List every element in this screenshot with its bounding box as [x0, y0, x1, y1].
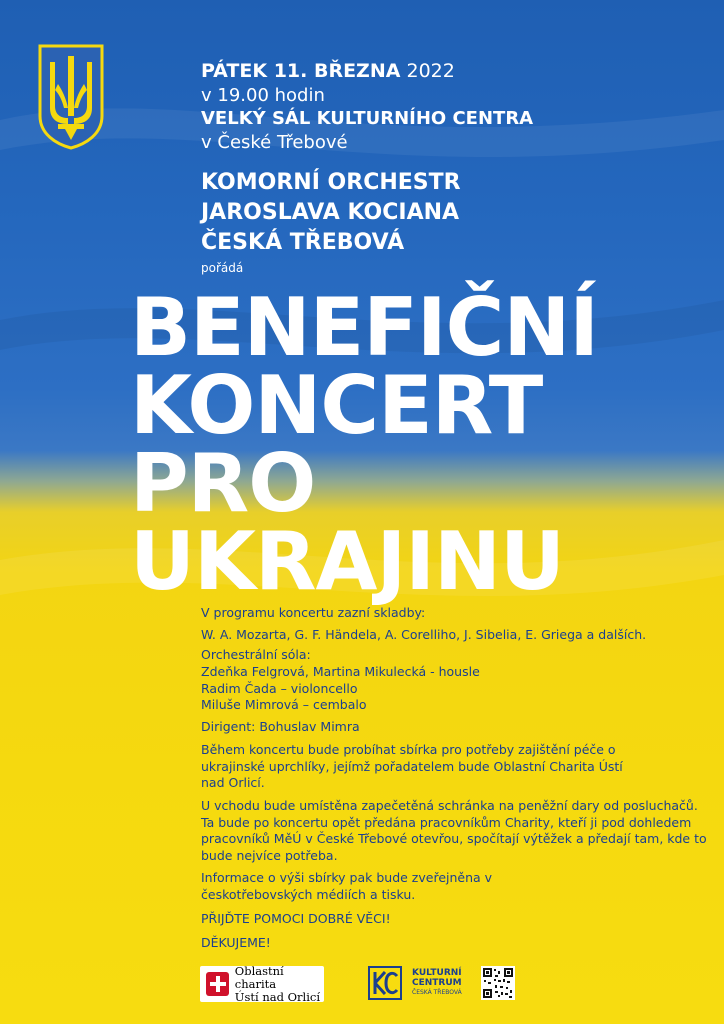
charita-name [235, 965, 324, 1004]
solo-cello: Radim Čada – violoncello [201, 681, 358, 696]
headline-line-2: KONCERT [130, 359, 543, 452]
organizer-line-2: JAROSLAVA KOCIANA [201, 200, 460, 225]
qr-code-icon [481, 966, 515, 1000]
thanks: DĚKUJEME! [201, 935, 271, 950]
headline-line-3: PRO [130, 437, 316, 530]
kc-name [412, 968, 462, 998]
conductor: Dirigent: Bohuslav Mimra [201, 719, 360, 734]
event-time: v 19.00 hodin [201, 85, 325, 106]
kc-name-line-1: KULTURNÍ [412, 968, 462, 978]
ukraine-trident-icon [38, 44, 104, 150]
event-date-bold: PÁTEK 11. BŘEZNA [201, 60, 401, 82]
solo-heading: Orchestrální sóla: [201, 647, 311, 662]
charita-name-line-1: Oblastní charita [234, 963, 284, 991]
program-intro: V programu koncertu zazní skladby: [201, 605, 426, 620]
organizer-line-1: KOMORNÍ ORCHESTR [201, 170, 461, 195]
kc-name-line-3: ČESKÁ TŘEBOVÁ [412, 989, 462, 996]
event-date [201, 59, 455, 83]
event-venue: VELKÝ SÁL KULTURNÍHO CENTRA [201, 108, 534, 129]
media-info: Informace o výši sbírky pak bude zveřejněna v českotřebovských médiích a tisku. [201, 870, 493, 902]
headline-line-4: UKRAJINU [130, 515, 564, 608]
kc-logo-icon [368, 966, 402, 1000]
donation-box-info: U vchodu bude umístěna zapečetěná schránka na peněžní dary od posluchačů. Ta bude po koncertu opět předána pracovníkům Charity, kteří ji pod dohledem pracovníků MěÚ v České Třebové otevřou, spočítají výtěžek a předají tam, kde to bude nejvíce potřeba. [201, 798, 707, 863]
presents-label: pořádá [201, 261, 244, 275]
charita-cross-icon [206, 972, 229, 996]
charita-name-line-2: Ústí nad Orlicí [234, 989, 321, 1004]
call-to-action: PŘIJĎTE POMOCI DOBRÉ VĚCI! [201, 911, 391, 926]
solo-violin: Zdeňka Felgrová, Martina Mikulecká - housle [201, 664, 480, 679]
solo-harpsichord: Miluše Mimrová – cembalo [201, 697, 367, 712]
charita-logo [200, 963, 324, 1004]
organizer-line-3: ČESKÁ TŘEBOVÁ [201, 230, 405, 255]
event-year: 2022 [406, 60, 455, 82]
collection-notice: Během koncertu bude probíhat sbírka pro potřeby zajištění péče o ukrajinské uprchlíky, jejímž pořadatelem bude Oblastní Charita Ústí nad Orlicí. [201, 742, 623, 790]
headline-line-1: BENEFIČNÍ [130, 281, 599, 374]
event-town: v České Třebové [201, 132, 348, 153]
program-composers: W. A. Mozarta, G. F. Händela, A. Corelliho, J. Sibelia, E. Griega a dalších. [201, 627, 647, 642]
kc-name-line-2: CENTRUM [412, 978, 462, 988]
